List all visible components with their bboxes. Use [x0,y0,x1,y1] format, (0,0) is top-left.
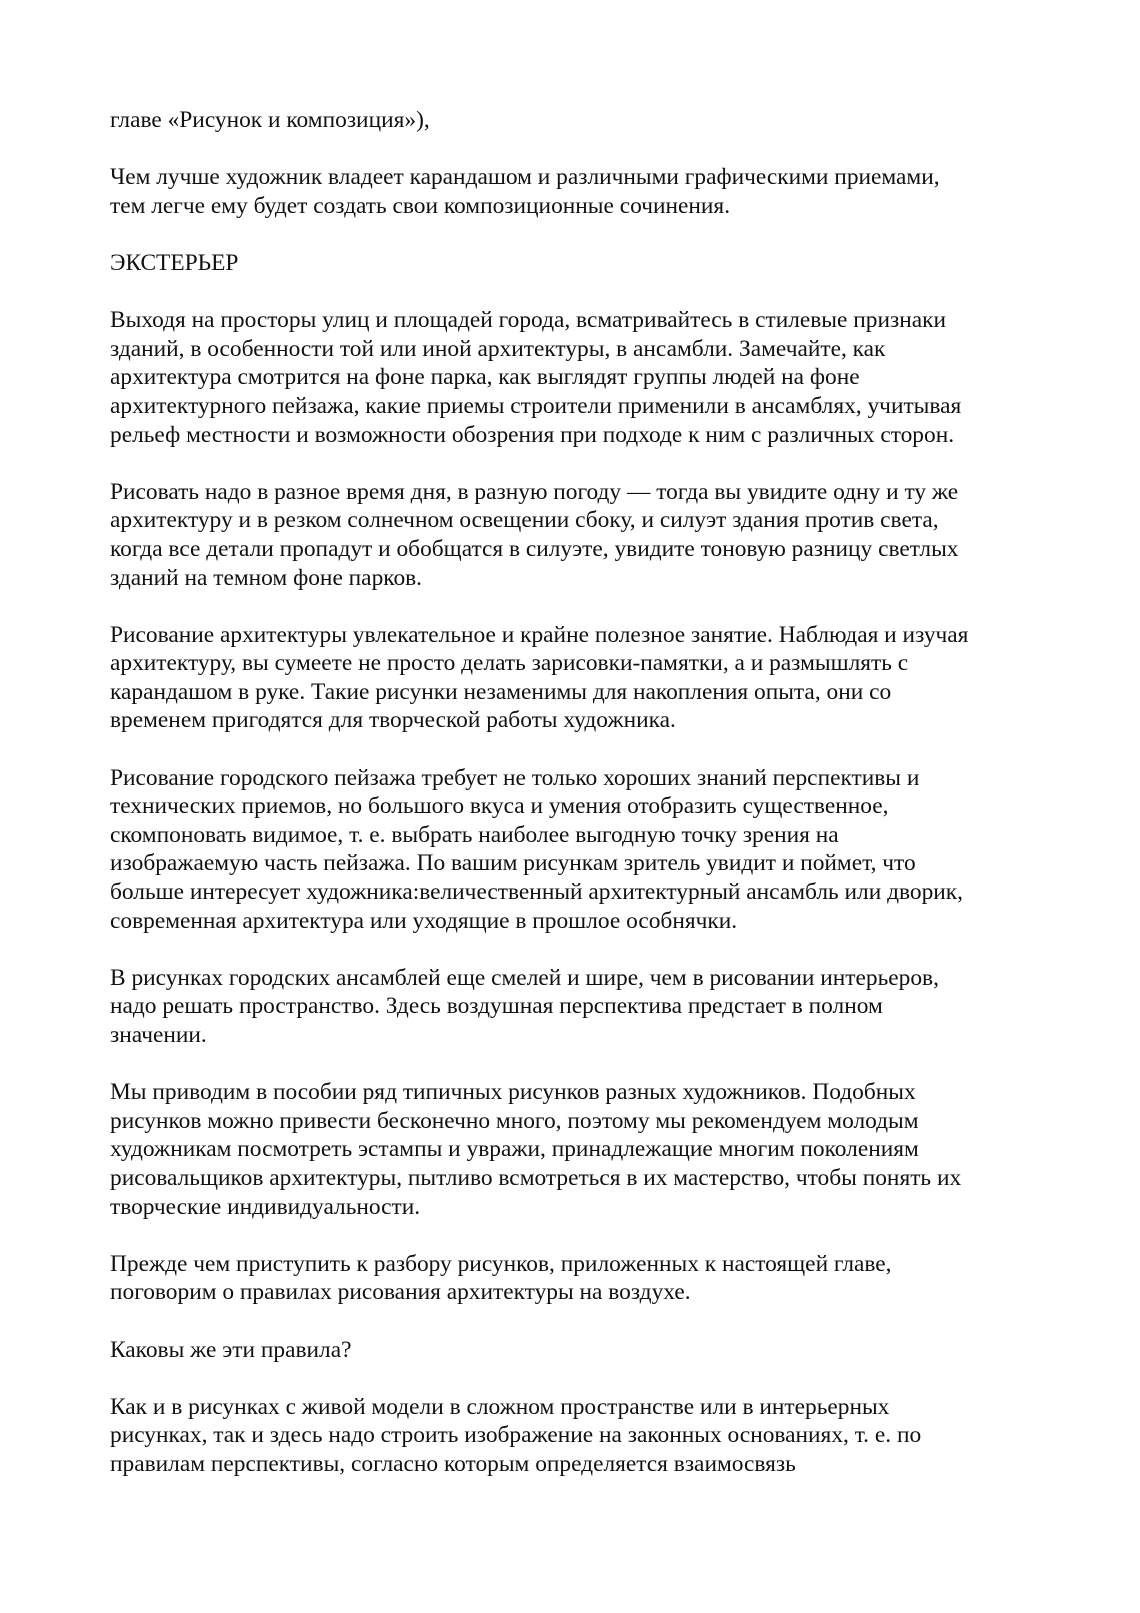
text-line: Рисование архитектуры увлекательное и крайне полезное занятие. Наблюдая и изучая [110,621,969,648]
text-line: ЭКСТЕРЬЕР [110,249,239,276]
text-line: В рисунках городских ансамблей еще смелей и шире, чем в рисовании интерьеров, [110,964,939,991]
text-line: когда все детали пропадут и обобщатся в силуэте, увидите тоновую разницу светлых [110,535,959,562]
paragraph [110,1250,1045,1307]
paragraph [110,306,1045,449]
text-line: художникам посмотреть эстампы и увражи, принадлежащие многим поколениям [110,1136,919,1163]
text-line: современная архитектура или уходящие в прошлое особнячки. [110,907,738,934]
text-line: значении. [110,1022,207,1048]
text-line: Чем лучше художник владеет карандашом и различными графическими приемами, [110,164,940,191]
text-line: творческие индивидуальности. [110,1193,421,1220]
text-line: надо решать пространство. Здесь воздушная перспектива предстает в полном [110,993,883,1020]
text-line: тем легче ему будет создать свои композиционные сочинения. [110,192,731,219]
paragraph [110,249,1045,278]
text-line: Рисование городского пейзажа требует не только хороших знаний перспективы и [110,764,920,791]
text-line: Выходя на просторы улиц и площадей города, всматривайтесь в стилевые признаки [110,307,947,334]
text-line: карандашом в руке. Такие рисунки незаменимы для накопления опыта, они со [110,678,892,705]
paragraph [110,478,1045,592]
text-line: технических приемов, но большого вкуса и умения отобразить существенное, [110,793,889,820]
paragraph [110,1336,1045,1365]
text-line: поговорим о правилах рисования архитектуры на воздухе. [110,1279,691,1306]
text-line: рисунков можно привести бесконечно много, поэтому мы рекомендуем молодым [110,1107,919,1134]
text-line: архитектура смотрится на фоне парка, как выглядят группы людей на фоне [110,364,860,391]
text-line: Как и в рисунках с живой модели в сложном пространстве или в интерьерных [110,1393,890,1420]
text-line: зданий, в особенности той или иной архитектуры, в ансамбли. Замечайте, как [110,335,886,362]
text-line: больше интересует художника:величественный архитектурный ансамбль или дворик, [110,879,963,906]
text-line: зданий на темном фоне парков. [110,564,423,591]
text-line: главе «Рисунок и композиция»), [110,107,430,133]
paragraph [110,106,1045,135]
paragraph [110,1393,1045,1479]
text-line: рельеф местности и возможности обозрения при подходе к ним с различных сторон. [110,421,955,448]
text-line: архитектуру, вы сумеете не просто делать зарисовки-памятки, а и размышлять с [110,650,909,677]
text-line: Прежде чем приступить к разбору рисунков, приложенных к настоящей главе, [110,1250,892,1277]
text-line: архитектуру и в резком солнечном освещении сбоку, и силуэт здания против света, [110,507,939,534]
text-line: Каковы же эти правила? [110,1336,352,1363]
text-line: архитектурного пейзажа, какие приемы строители применили в ансамблях, учитывая [110,392,962,419]
paragraph [110,163,1045,220]
document-body [110,106,1045,1479]
paragraph [110,1078,1045,1221]
text-line: рисовальщиков архитектуры, пытливо всмотреться в их мастерство, чтобы понять их [110,1164,962,1191]
text-line: рисунках, так и здесь надо строить изображение на законных основаниях, т. е. по [110,1422,922,1449]
text-line: Рисовать надо в разное время дня, в разную погоду — тогда вы увидите одну и ту же [110,478,959,505]
text-line: временем пригодятся для творческой работы художника. [110,707,676,734]
text-line: скомпоновать видимое, т. е. выбрать наиболее выгодную точку зрения на [110,821,839,848]
paragraph [110,764,1045,936]
paragraph [110,964,1045,1050]
text-line: изображаемую часть пейзажа. По вашим рисункам зритель увидит и поймет, что [110,850,916,877]
paragraph [110,621,1045,735]
text-line: правилам перспективы, согласно которым определяется взаимосвязь [110,1450,796,1477]
text-line: Мы приводим в пособии ряд типичных рисунков разных художников. Подобных [110,1079,916,1106]
